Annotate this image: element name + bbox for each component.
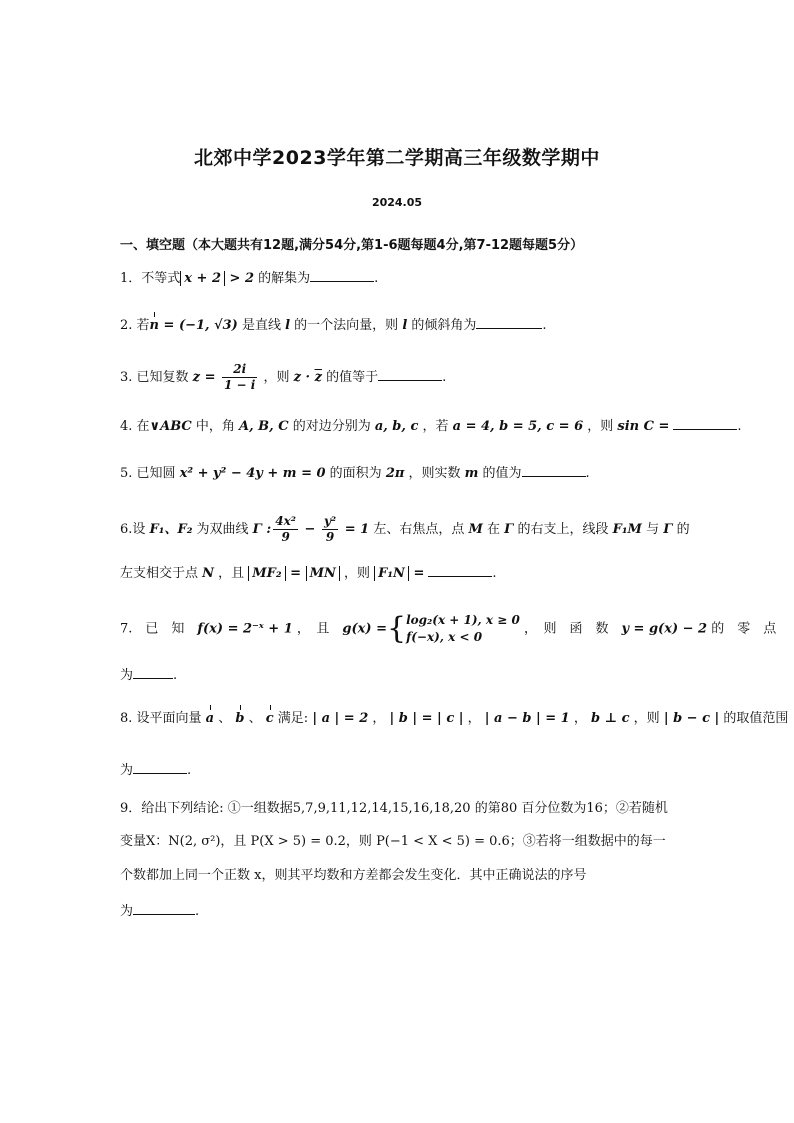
answer-blank[interactable] <box>428 562 492 577</box>
answer-blank[interactable] <box>133 664 173 679</box>
question-8: 8. 设平面向量 a 、 b 、 c 满足: | a | = 2 ， | b | = | c | ， | a − b | = 1 ， b ⊥ c ，则 | b − c | 的取值范围 <box>120 709 788 729</box>
left-brace: { <box>386 611 407 646</box>
question-1: 1．不等式 x + 2 > 2 的解集为 . <box>120 267 378 289</box>
question-9-line-2: 变量X：N(2, σ²)，且 P(X > 5) = 0.2，则 P(−1 < X < 5) = 0.6；③若将一组数据中的每一 <box>120 834 666 849</box>
answer-blank[interactable] <box>378 366 442 381</box>
section-heading: 一、填空题（本大题共有12题,满分54分,第1-6题每题4分,第7-12题每题5分） <box>120 238 584 253</box>
piecewise-cases: log₂(x + 1), x ≥ 0 f(−x), x < 0 <box>406 613 520 644</box>
question-9-line-1: 9．给出下列结论: ①一组数据5,7,9,11,12,14,15,16,18,20 的第80 百分位数为16；②若随机 <box>120 801 668 816</box>
question-8-line-2: 为 . <box>120 759 191 781</box>
exam-date: 2024.05 <box>371 196 423 209</box>
fraction: $\frac{2i}{1 - i}$ <box>224 362 256 392</box>
answer-blank[interactable] <box>310 267 374 282</box>
answer-blank[interactable] <box>133 900 195 915</box>
question-9-line-3: 个数都加上同一个正数 x，则其平均数和方差都会发生变化．其中正确说法的序号 <box>120 868 587 883</box>
answer-blank[interactable] <box>476 314 542 329</box>
fraction: $\frac{\text{4x²}}{9}$ <box>275 514 296 544</box>
question-9-line-4: 为 . <box>120 900 199 922</box>
question-5: 5. 已知圆 x² + y² − 4y + m = 0 的面积为 2π ，则实数 m 的值为 . <box>120 462 590 484</box>
fraction: $\frac{\text{y²}}{9}$ <box>323 514 337 544</box>
answer-blank[interactable] <box>133 759 187 774</box>
question-7: 7. 已 知 f(x) = 2⁻ˣ + 1 ， 且 g(x) ={ log₂(x + 1), x ≥ 0 f(−x), x < 0 ， 则 函 数 y = g(x) − 2 的 零 点 <box>120 611 777 646</box>
abs-expression: x + 2 <box>180 271 225 286</box>
answer-blank[interactable] <box>522 462 586 477</box>
question-4: 4. 在∨ABC 中，角 A, B, C 的对边分别为 a, b, c ，若 a = 4, b = 5, c = 6 ，则 sin C = . <box>120 415 742 437</box>
question-6: 6.设 F₁、F₂ 为双曲线 Γ : $\frac{\text{4x²}}{9}$ − $\frac{\text{y²}}{9}$ = 1 左、右焦点，点 M 在 Γ 的右支上，线段 F₁M 与 Γ 的 <box>120 514 690 544</box>
question-7-line-2: 为 . <box>120 664 177 686</box>
page-title: 北郊中学2023学年第二学期高三年级数学期中 <box>194 147 600 169</box>
question-3: 3. 已知复数 z = $\frac{2i}{1 - i}$ ，则 $z \cdot \overline{z}$ 的值等于 . <box>120 362 447 392</box>
answer-blank[interactable] <box>673 415 737 430</box>
question-2: 2. 若n = (−1, √3) 是直线 l 的一个法向量，则 l 的倾斜角为 . <box>120 314 547 336</box>
question-6-line-2: 左支相交于点 N ，且 MF₂ = MN ，则 F₁N = . <box>120 562 497 584</box>
